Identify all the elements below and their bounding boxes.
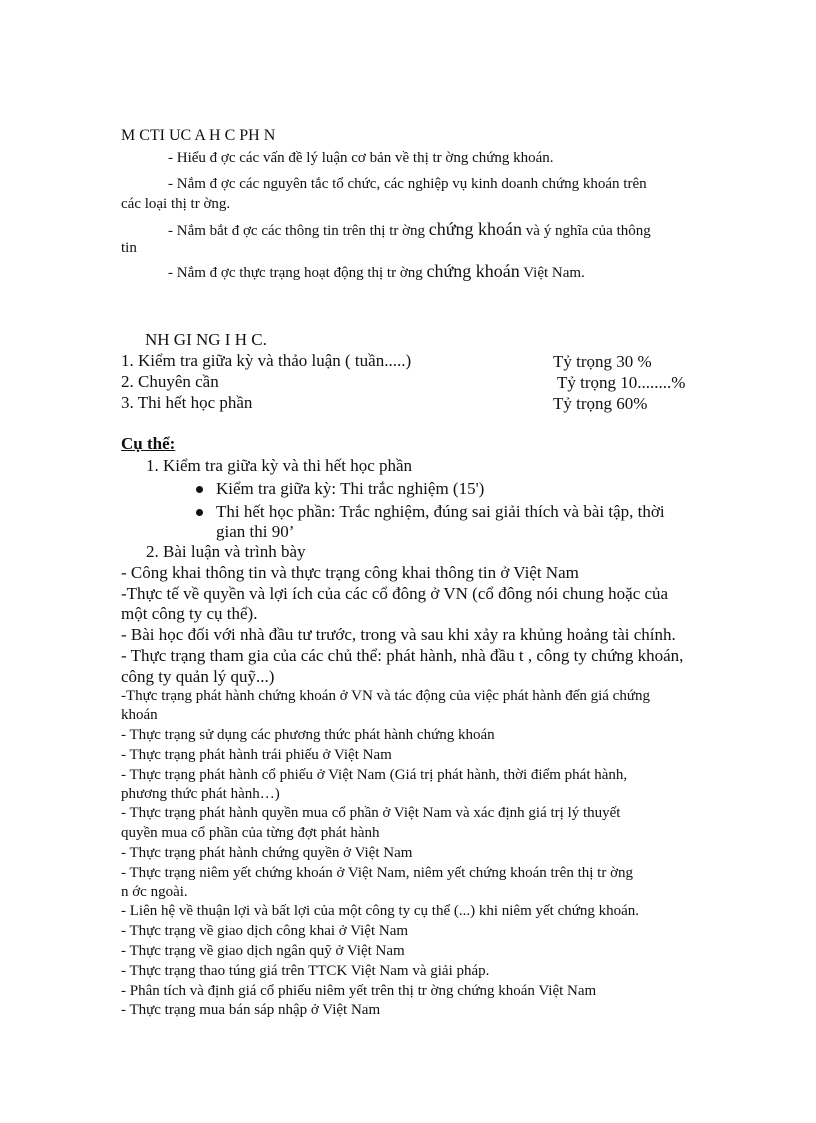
topic-line: - Thực trạng về giao dịch công khai ở Việt Nam [121,923,409,939]
topic-line: phương thức phát hành…) [121,786,280,802]
assessment-row-1-label: 1. Kiểm tra giữa kỳ và thảo luận ( tuần.....) [121,351,412,370]
topic-line: - Công khai thông tin và thực trạng công khai thông tin ở Việt Nam [121,563,579,582]
topic-line: quyền mua cổ phần của từng đợt phát hành [121,825,380,841]
details-heading [121,435,175,452]
details-item-2: 2. Bài luận và trình bày [146,542,306,561]
section2-heading: NH GI NG I H C. [145,330,267,349]
objective-4 [168,262,585,281]
topic-line: một công ty cụ thể). [121,604,258,623]
topic-line: - Thực trạng phát hành trái phiếu ở Việt Nam [121,747,392,763]
objective-3-part-c: và ý nghĩa của thông [522,223,651,239]
topic-line: - Thực trạng phát hành chứng quyền ở Việt Nam [121,845,413,861]
objective-4-part-b: chứng khoán [426,261,520,281]
topic-line: - Phân tích và định giá cổ phiếu niêm yết trên thị tr ờng chứng khoán Việt Nam [121,983,597,999]
topic-line: - Thực trạng thao túng giá trên TTCK Việt Nam và giải pháp. [121,963,490,979]
assessment-row-2-label: 2. Chuyên cần [121,372,219,391]
assessment-row-3-label: 3. Thi hết học phần [121,393,253,412]
assessment-row-3-weight: Tỷ trọng 60% [553,394,648,413]
assessment-row-2-weight: Tỷ trọng 10........% [557,373,686,392]
topic-line: n ớc ngoài. [121,884,188,900]
topic-line: - Thực trạng phát hành quyền mua cổ phần ở Việt Nam và xác định giá trị lý thuyết [121,805,621,821]
topic-line: khoán [121,707,158,723]
details-bullet-2-line2: gian thi 90’ [216,522,295,541]
objective-4-part-a: - Nắm đ ợc thực trạng hoạt động thị tr ờng [168,265,427,281]
objective-4-part-c: Việt Nam. [519,265,585,281]
objective-2-line2: các loại thị tr ờng. [121,196,231,212]
topic-line: công ty quản lý quỹ...) [121,667,275,686]
section1-heading: M CTI UC A H C PH N [121,127,276,144]
details-item-1: 1. Kiểm tra giữa kỳ và thi hết học phần [146,456,413,475]
topic-line: - Thực trạng niêm yết chứng khoán ở Việt Nam, niêm yết chứng khoán trên thị tr ờng [121,865,634,881]
topic-line: - Thực trạng mua bán sáp nhập ở Việt Nam [121,1002,381,1018]
objective-3-line2: tin [121,240,137,256]
topic-line: - Thực trạng tham gia của các chủ thể: phát hành, nhà đầu t , công ty chứng khoán, [121,646,684,665]
details-bullet-2-line1: Thi hết học phần: Trắc nghiệm, đúng sai giải thích và bài tập, thời [216,502,665,521]
details-heading-text: Cụ thể: [121,434,176,453]
objective-2-line1: - Nắm đ ợc các nguyên tắc tổ chức, các nghiệp vụ kinh doanh chứng khoán trên [168,176,647,192]
topic-line: - Thực trạng sử dụng các phương thức phát hành chứng khoán [121,727,495,743]
assessment-row-1-weight: Tỷ trọng 30 % [553,352,652,371]
topic-line: - Bài học đối với nhà đầu tư trước, trong và sau khi xảy ra khủng hoảng tài chính. [121,625,676,644]
objective-3-part-a: - Nắm bắt đ ợc các thông tin trên thị tr ờng [168,223,429,239]
topic-line: - Thực trạng phát hành cổ phiếu ở Việt Nam (Giá trị phát hành, thời điểm phát hành, [121,767,628,783]
topic-line: -Thực trạng phát hành chứng khoán ở VN và tác động của việc phát hành đến giá chứng [121,688,650,704]
bullet-icon [196,509,203,516]
details-bullet-1: Kiểm tra giữa kỳ: Thi trắc nghiệm (15') [216,479,485,498]
objective-3-part-b: chứng khoán [428,219,523,239]
objective-3-line1 [168,220,651,239]
objective-1: - Hiểu đ ợc các vấn đề lý luận cơ bản về thị tr ờng chứng khoán. [168,150,554,166]
topic-line: - Thực trạng về giao dịch ngân quỹ ở Việt Nam [121,943,405,959]
topic-line: -Thực tế về quyền và lợi ích của các cổ đông ở VN (cổ đông nói chung hoặc của [121,584,669,603]
bullet-icon [196,486,203,493]
topic-line: - Liên hệ về thuận lợi và bất lợi của một công ty cụ thể (...) khi niêm yết chứng khoán. [121,903,640,919]
